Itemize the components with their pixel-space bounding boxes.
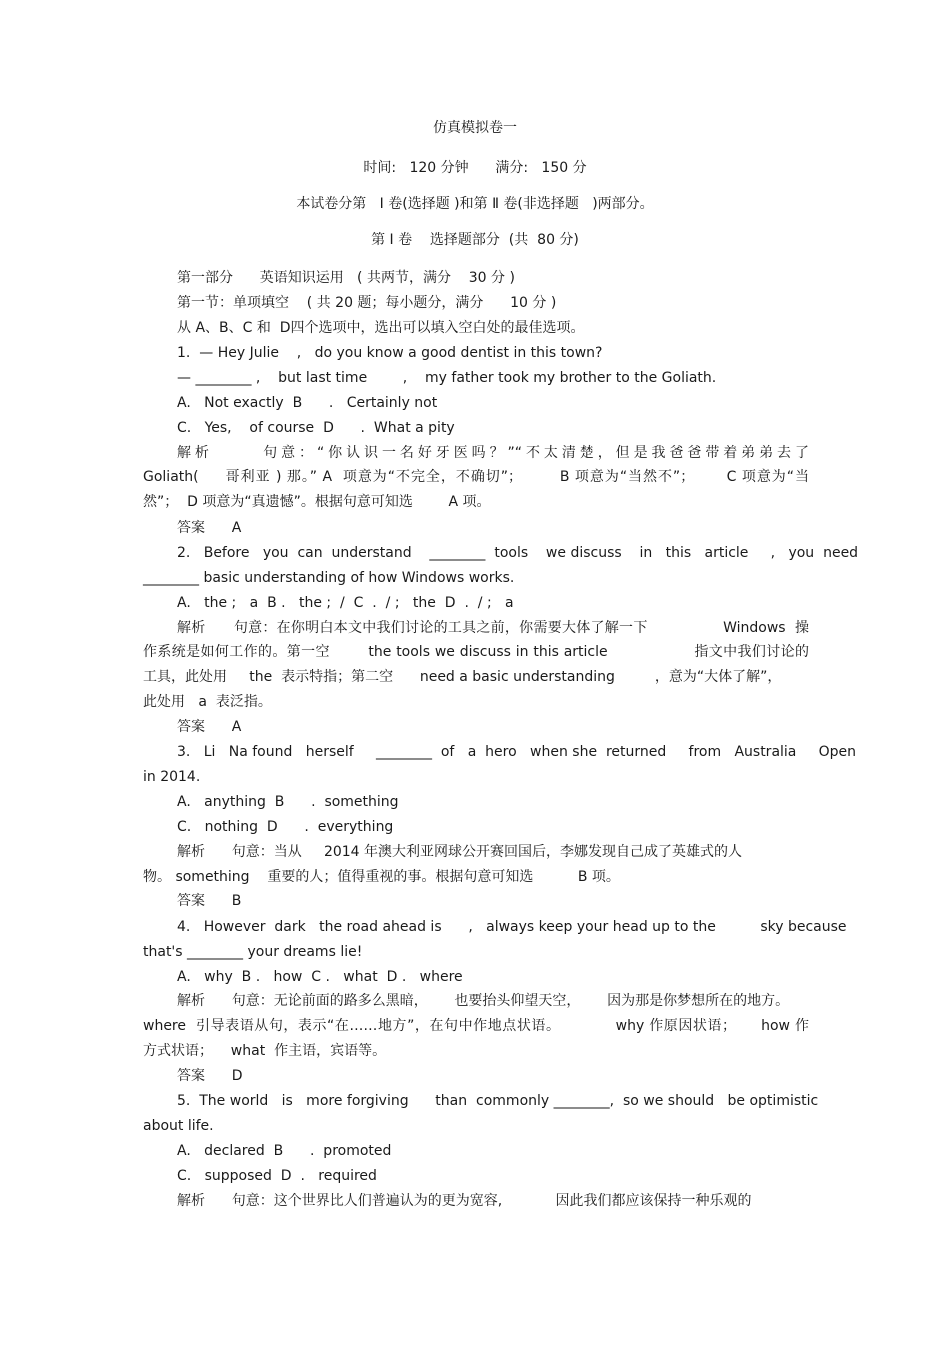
q1-stem: 1. — Hey Julie , do you know a good dentist in this town? xyxy=(177,345,603,361)
time-info: 时间: 120 分钟 满分: 150 分 xyxy=(363,160,587,176)
q4-answer: 答案 D xyxy=(177,1068,243,1084)
q2-stem: ________ basic understanding of how Windows works. xyxy=(143,570,515,586)
q4-analysis: 解析 句意：无论前面的路多么黑暗， 也要抬头仰望天空， 因为那是你梦想所在的地方。 xyxy=(177,993,790,1009)
q3-option: C. nothing D . everything xyxy=(177,819,394,835)
q3-answer: 答案 B xyxy=(177,893,242,909)
q1-stem: — ________ , but last time , my father took my brother to the Goliath. xyxy=(177,370,717,386)
volume-heading: 第 Ⅰ 卷 选择题部分 (共 80 分) xyxy=(371,232,579,248)
q2-analysis: 工具，此处用 the 表示特指；第二空 need a basic understanding ，意为“大体了解”， xyxy=(143,669,782,685)
q5-option: A. declared B . promoted xyxy=(177,1143,392,1159)
q2-analysis: 解析 句意：在你明白本文中我们讨论的工具之前，你需要大体了解一下 Windows 操 xyxy=(177,620,809,636)
q4-stem: that's ________ your dreams lie! xyxy=(143,944,363,960)
q5-stem: about life. xyxy=(143,1118,214,1134)
q5-option: C. supposed D . required xyxy=(177,1168,377,1184)
q3-analysis: 解析 句意：当从 2014 年澳大利亚网球公开赛回国后，李娜发现自己成了英雄式的人 xyxy=(177,844,743,860)
q2-analysis: 此处用 a 表泛指。 xyxy=(143,694,272,710)
q2-analysis: 作系统是如何工作的。第一空 the tools we discuss in this article 指文中我们讨论的 xyxy=(143,644,809,660)
q5-stem: 5. The world is more forgiving than commonly ________, so we should be optimistic xyxy=(177,1093,819,1109)
q1-answer: 答案 A xyxy=(177,520,242,536)
q2-option: A. the ; a B . the ; / C . / ; the D . / ; a xyxy=(177,595,514,611)
part-heading: 第一部分 英语知识运用 ( 共两节，满分 30 分 ) xyxy=(177,270,515,286)
q5-analysis: 解析 句意：这个世界比人们普遍认为的更为宽容, 因此我们都应该保持一种乐观的 xyxy=(177,1193,752,1209)
subsection-heading: 第一节：单项填空 ( 共 20 题；每小题分，满分 10 分 ) xyxy=(177,295,557,311)
paper-structure: 本试卷分第 Ⅰ 卷(选择题 )和第 Ⅱ 卷(非选择题 )两部分。 xyxy=(296,196,654,212)
q1-analysis: Goliath( 哥利亚 ) 那。” A 项意为“不完全，不确切”； B 项意为“当然不”； C 项意为“当 xyxy=(143,469,809,485)
q2-stem: 2. Before you can understand ________ tools we discuss in this article , you need xyxy=(177,545,859,561)
q4-stem: 4. However dark the road ahead is , always keep your head up to the sky because xyxy=(177,919,847,935)
q1-option: A. Not exactly B . Certainly not xyxy=(177,395,438,411)
q4-analysis: 方式状语； what 作主语，宾语等。 xyxy=(143,1043,387,1059)
q3-option: A. anything B . something xyxy=(177,794,399,810)
q4-option: A. why B . how C . what D . where xyxy=(177,969,463,985)
doc-title: 仿真模拟卷一 xyxy=(433,120,517,136)
instruction: 从 A、B、C 和 D四个选项中，选出可以填入空白处的最佳选项。 xyxy=(177,320,585,336)
q3-analysis: 物。 something 重要的人；值得重视的事。根据句意可知选 B 项。 xyxy=(143,869,620,885)
q3-stem: 3. Li Na found herself ________ of a hero when she returned from Australia Open xyxy=(177,744,857,760)
q1-option: C. Yes, of course D . What a pity xyxy=(177,420,455,436)
q1-analysis: 解析 句意：“你认识一名好牙医吗？”“不太清楚，但是我爸爸带着弟弟去了 xyxy=(177,445,809,461)
q4-analysis: where 引导表语从句，表示“在……地方”，在句中作地点状语。 why 作原因状语； how 作 xyxy=(143,1018,809,1034)
q3-stem: in 2014. xyxy=(143,769,201,785)
q1-analysis: 然”； D 项意为“真遗憾”。根据句意可知选 A 项。 xyxy=(143,494,491,510)
q2-answer: 答案 A xyxy=(177,719,242,735)
